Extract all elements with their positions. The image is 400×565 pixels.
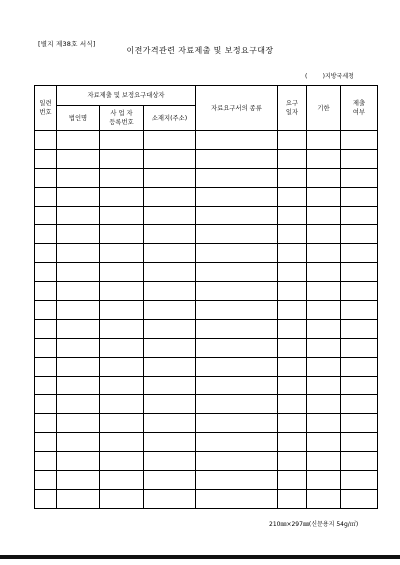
table-cell <box>100 376 144 395</box>
table-cell <box>341 376 378 395</box>
table-cell <box>196 395 278 414</box>
address-header: 소재지(주소) <box>144 106 196 131</box>
table-cell <box>341 206 378 225</box>
table-cell <box>100 338 144 357</box>
table-cell <box>57 452 100 471</box>
table-cell <box>341 489 378 508</box>
table-cell <box>100 206 144 225</box>
table-cell <box>278 338 307 357</box>
table-cell <box>196 376 278 395</box>
table-cell <box>341 357 378 376</box>
table-cell <box>57 376 100 395</box>
table-row <box>35 244 378 263</box>
table-row <box>35 301 378 320</box>
table-cell <box>144 301 196 320</box>
table-cell <box>35 263 57 282</box>
table-cell <box>196 263 278 282</box>
table-row <box>35 433 378 452</box>
table-cell <box>35 282 57 301</box>
table-cell <box>57 433 100 452</box>
table-cell <box>100 131 144 150</box>
table-cell <box>307 282 341 301</box>
table-row <box>35 319 378 338</box>
table-cell <box>100 168 144 187</box>
table-row <box>35 395 378 414</box>
table-cell <box>57 206 100 225</box>
table-cell <box>307 187 341 206</box>
table-cell <box>278 452 307 471</box>
table-cell <box>196 471 278 490</box>
table-cell <box>144 489 196 508</box>
table-cell <box>35 471 57 490</box>
table-cell <box>57 149 100 168</box>
table-row <box>35 168 378 187</box>
table-cell <box>196 357 278 376</box>
table-cell <box>341 187 378 206</box>
table-cell <box>278 301 307 320</box>
table-cell <box>307 319 341 338</box>
table-cell <box>35 225 57 244</box>
table-cell <box>35 395 57 414</box>
table-cell <box>35 338 57 357</box>
table-cell <box>144 452 196 471</box>
table-row <box>35 206 378 225</box>
table-cell <box>341 338 378 357</box>
table-cell <box>100 187 144 206</box>
table-cell <box>196 301 278 320</box>
table-cell <box>100 452 144 471</box>
table-cell <box>278 471 307 490</box>
table-cell <box>196 149 278 168</box>
table-cell <box>341 244 378 263</box>
table-cell <box>307 149 341 168</box>
document-title: 이전가격관련 자료제출 및 보정요구대장 <box>126 46 274 55</box>
table-cell <box>341 149 378 168</box>
table-cell <box>100 244 144 263</box>
table-cell <box>278 489 307 508</box>
table-row <box>35 225 378 244</box>
table-cell <box>307 395 341 414</box>
table-cell <box>196 489 278 508</box>
table-cell <box>57 187 100 206</box>
table-cell <box>100 433 144 452</box>
table-cell <box>100 263 144 282</box>
submitted-header: 제출 여부 <box>341 86 378 131</box>
table-cell <box>278 149 307 168</box>
table-cell <box>341 471 378 490</box>
table-cell <box>196 452 278 471</box>
serial-number-header: 일련 번호 <box>35 86 57 131</box>
table-cell <box>307 376 341 395</box>
table-row <box>35 282 378 301</box>
table-cell <box>57 263 100 282</box>
table-cell <box>307 301 341 320</box>
table-cell <box>144 263 196 282</box>
table-cell <box>307 225 341 244</box>
table-cell <box>341 301 378 320</box>
table-cell <box>100 471 144 490</box>
table-cell <box>35 206 57 225</box>
table-cell <box>144 395 196 414</box>
table-cell <box>196 187 278 206</box>
regional-tax-office-line: ( )지방국세청 <box>305 73 354 80</box>
table-cell <box>57 338 100 357</box>
table-cell <box>35 244 57 263</box>
table-cell <box>35 301 57 320</box>
table-cell <box>35 489 57 508</box>
table-cell <box>307 131 341 150</box>
table-cell <box>278 131 307 150</box>
table-cell <box>278 225 307 244</box>
table-cell <box>307 471 341 490</box>
table-cell <box>35 149 57 168</box>
table-cell <box>278 282 307 301</box>
table-cell <box>307 338 341 357</box>
table-cell <box>57 395 100 414</box>
form-number-label: [별지 제38호 서식] <box>38 40 96 48</box>
table-cell <box>307 263 341 282</box>
table-cell <box>144 433 196 452</box>
table-cell <box>144 414 196 433</box>
table-cell <box>57 225 100 244</box>
table-cell <box>100 489 144 508</box>
table-cell <box>57 489 100 508</box>
table-cell <box>278 244 307 263</box>
table-cell <box>341 131 378 150</box>
table-cell <box>100 395 144 414</box>
table-cell <box>35 131 57 150</box>
table-cell <box>341 395 378 414</box>
table-cell <box>144 225 196 244</box>
table-cell <box>100 225 144 244</box>
table-cell <box>35 452 57 471</box>
table-cell <box>35 433 57 452</box>
table-row <box>35 187 378 206</box>
register-body <box>35 131 378 509</box>
table-cell <box>196 414 278 433</box>
table-cell <box>57 168 100 187</box>
table-cell <box>278 357 307 376</box>
table-row <box>35 357 378 376</box>
table-cell <box>341 452 378 471</box>
table-cell <box>196 225 278 244</box>
table-cell <box>35 414 57 433</box>
table-cell <box>100 414 144 433</box>
table-cell <box>100 319 144 338</box>
table-cell <box>307 433 341 452</box>
table-cell <box>144 244 196 263</box>
table-cell <box>196 433 278 452</box>
table-cell <box>307 489 341 508</box>
table-cell <box>35 319 57 338</box>
table-cell <box>278 206 307 225</box>
table-cell <box>196 338 278 357</box>
table-cell <box>35 187 57 206</box>
table-row <box>35 149 378 168</box>
paper-spec-note: 210㎜×297㎜(신문용지 54g/㎡) <box>269 521 359 528</box>
table-cell <box>196 244 278 263</box>
table-row <box>35 263 378 282</box>
table-cell <box>35 168 57 187</box>
table-cell <box>144 168 196 187</box>
table-cell <box>341 225 378 244</box>
table-cell <box>341 168 378 187</box>
table-cell <box>57 282 100 301</box>
table-cell <box>307 244 341 263</box>
table-cell <box>57 244 100 263</box>
table-cell <box>144 131 196 150</box>
request-date-header: 요구 일자 <box>278 86 307 131</box>
table-cell <box>100 301 144 320</box>
table-row <box>35 376 378 395</box>
table-cell <box>278 414 307 433</box>
table-cell <box>341 414 378 433</box>
table-cell <box>278 168 307 187</box>
table-cell <box>57 301 100 320</box>
table-cell <box>57 414 100 433</box>
table-cell <box>100 149 144 168</box>
table-cell <box>196 131 278 150</box>
table-cell <box>341 263 378 282</box>
target-group-header: 자료제출 및 보정요구대상자 <box>57 86 196 106</box>
table-cell <box>341 319 378 338</box>
table-cell <box>144 282 196 301</box>
table-cell <box>196 282 278 301</box>
document-type-header: 자료요구서의 종류 <box>196 86 278 131</box>
table-cell <box>307 414 341 433</box>
table-cell <box>278 319 307 338</box>
request-register-table <box>34 85 378 509</box>
table-cell <box>278 376 307 395</box>
table-cell <box>35 376 57 395</box>
table-cell <box>307 357 341 376</box>
table-cell <box>196 319 278 338</box>
table-cell <box>144 319 196 338</box>
table-cell <box>307 168 341 187</box>
table-cell <box>341 433 378 452</box>
table-row <box>35 338 378 357</box>
table-cell <box>278 395 307 414</box>
table-row <box>35 471 378 490</box>
table-cell <box>57 357 100 376</box>
table-cell <box>278 187 307 206</box>
table-row <box>35 414 378 433</box>
page-edge-rule <box>0 555 400 559</box>
table-cell <box>341 282 378 301</box>
table-cell <box>144 376 196 395</box>
table-row <box>35 452 378 471</box>
table-cell <box>57 131 100 150</box>
table-cell <box>196 206 278 225</box>
table-cell <box>144 149 196 168</box>
table-cell <box>35 357 57 376</box>
table-cell <box>100 282 144 301</box>
table-cell <box>196 168 278 187</box>
table-cell <box>144 471 196 490</box>
table-cell <box>278 433 307 452</box>
table-cell <box>144 206 196 225</box>
business-registration-number-header: 사 업 자 등록번호 <box>100 106 144 131</box>
table-row <box>35 489 378 508</box>
table-cell <box>307 206 341 225</box>
table-cell <box>144 338 196 357</box>
table-cell <box>100 357 144 376</box>
table-cell <box>278 263 307 282</box>
table-row <box>35 131 378 150</box>
table-cell <box>144 187 196 206</box>
table-cell <box>57 471 100 490</box>
table-cell <box>57 319 100 338</box>
table-cell <box>307 452 341 471</box>
table-cell <box>144 357 196 376</box>
corporation-name-header: 법인명 <box>57 106 100 131</box>
deadline-header: 기한 <box>307 86 341 131</box>
